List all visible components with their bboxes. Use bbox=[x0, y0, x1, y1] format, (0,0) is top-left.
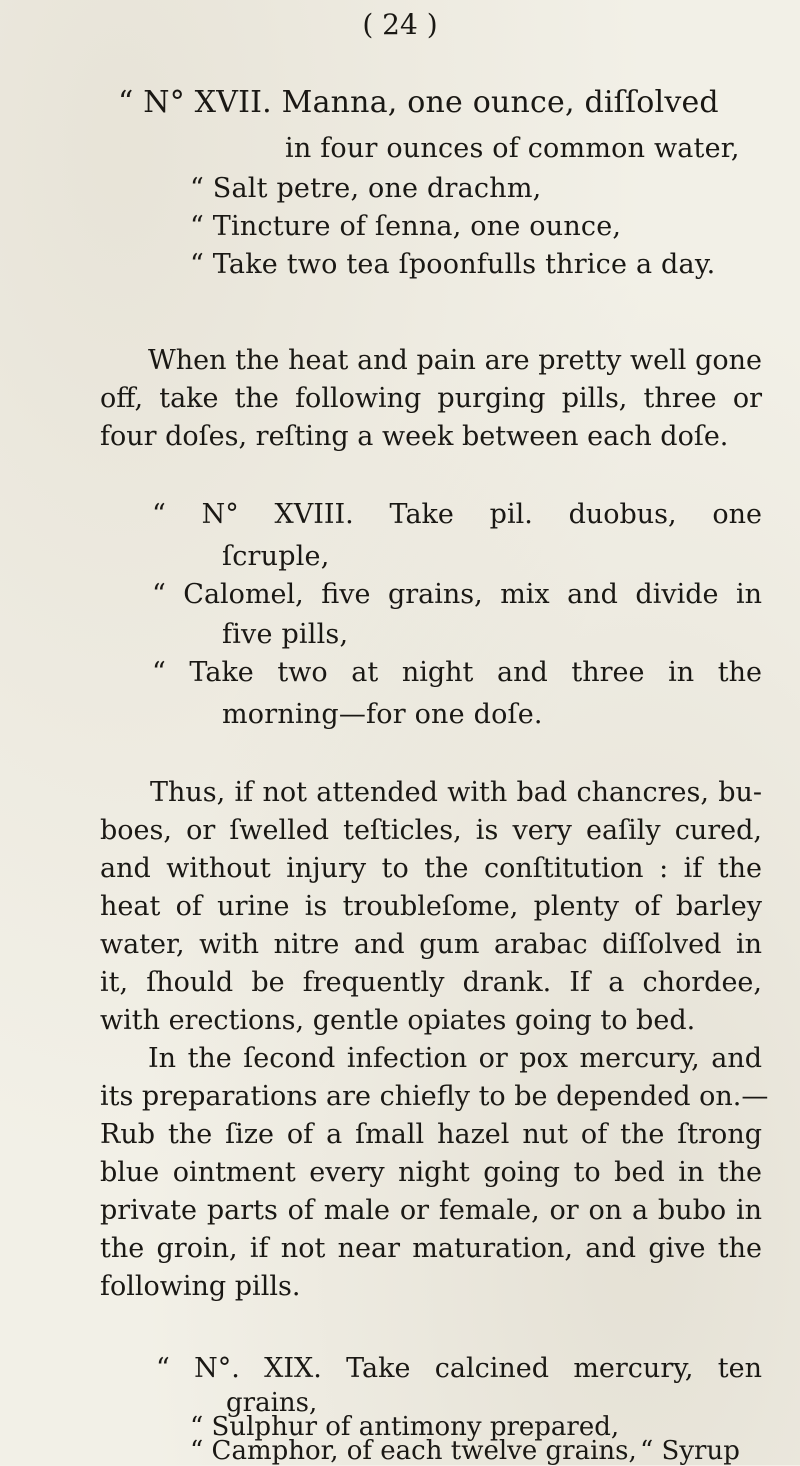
paragraph-2-line-5: water, with nitre and gum arabac diſſolved in bbox=[100, 929, 762, 960]
paragraph-2-line-10: Rub the ſize of a ſmall hazel nut of the ſtrong bbox=[100, 1119, 762, 1150]
paragraph-2-line-4: heat of urine is troubleſome, plenty of barley bbox=[100, 891, 762, 922]
recipe-18-line-2: ſcruple, bbox=[222, 541, 330, 572]
recipe-18-line-4: five pills, bbox=[222, 619, 349, 650]
paragraph-2-line-12: private parts of male or female, or on a bubo in bbox=[100, 1195, 762, 1226]
paragraph-2-line-3: and without injury to the conſtitution : if the bbox=[100, 853, 762, 884]
recipe-18-line-5: “ Take two at night and three in the bbox=[152, 657, 762, 688]
paragraph-1-line-1: When the heat and pain are pretty well gone bbox=[148, 345, 762, 376]
paragraph-2-line-9: its preparations are chiefly to be depended on.— bbox=[100, 1081, 769, 1112]
paragraph-2-line-13: the groin, if not near maturation, and give the bbox=[100, 1233, 762, 1264]
paragraph-1-line-2: off, take the following purging pills, three or bbox=[100, 383, 762, 414]
paragraph-2-line-6: it, ſhould be frequently drank. If a chordee, bbox=[100, 967, 762, 998]
paragraph-1-line-3: four doſes, reſting a week between each doſe. bbox=[100, 421, 729, 452]
recipe-19-line-1: “ N°. XIX. Take calcined mercury, ten bbox=[156, 1353, 762, 1384]
recipe-19-line-2: grains, bbox=[226, 1388, 318, 1418]
recipe-19-line-3: “ Sulphur of antimony prepared, bbox=[190, 1412, 620, 1442]
page-number: ( 24 ) bbox=[362, 8, 438, 41]
recipe-17-line-5: “ Take two tea ſpoonfulls thrice a day. bbox=[190, 249, 716, 280]
paragraph-2-line-2: boes, or ſwelled teſticles, is very eaſily cured, bbox=[100, 815, 762, 846]
paragraph-2-line-1: Thus, if not attended with bad chancres, bu- bbox=[150, 777, 762, 808]
recipe-17-line-2: in four ounces of common water, bbox=[285, 133, 740, 164]
paragraph-2-line-8: In the ſecond infection or pox mercury, and bbox=[148, 1043, 762, 1074]
recipe-18-line-3: “ Calomel, five grains, mix and divide in bbox=[152, 579, 762, 610]
recipe-18-line-1: “ N° XVIII. Take pil. duobus, one bbox=[152, 499, 762, 530]
recipe-18-line-6: morning—for one doſe. bbox=[222, 699, 543, 730]
paragraph-2-line-7: with erections, gentle opiates going to bed. bbox=[100, 1005, 696, 1036]
recipe-17-line-3: “ Salt petre, one drachm, bbox=[190, 173, 542, 204]
recipe-17-line-1: “ N° XVII. Manna, one ounce, diſſolved bbox=[118, 85, 719, 120]
paragraph-2-line-11: blue ointment every night going to bed in the bbox=[100, 1157, 762, 1188]
recipe-17-line-4: “ Tincture of ſenna, one ounce, bbox=[190, 211, 622, 242]
paragraph-2-line-14: following pills. bbox=[100, 1271, 301, 1302]
recipe-19-line-5: “ Syrup bbox=[640, 1436, 740, 1466]
recipe-19-line-4: “ Camphor, of each twelve grains, bbox=[190, 1436, 637, 1466]
